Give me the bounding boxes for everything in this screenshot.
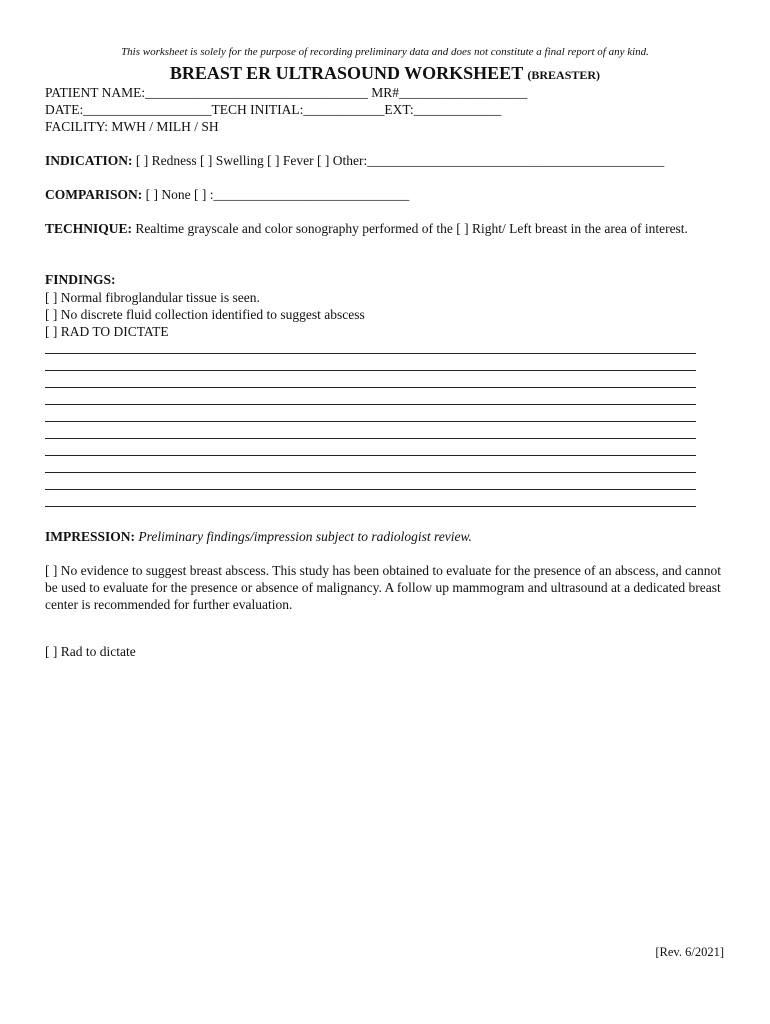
comparison-label: COMPARISON:: [45, 187, 143, 202]
findings-blank-line[interactable]: [45, 472, 696, 473]
impression-option-rad-dictate[interactable]: [ ] Rad to dictate: [45, 644, 136, 659]
date-tech-ext-line[interactable]: DATE:___________________TECH INITIAL:____________EXT:_____________: [45, 102, 502, 117]
disclaimer: This worksheet is solely for the purpose of recording preliminary data and does not constitute a final report of any kind.: [121, 46, 649, 58]
technique-paragraph: [45, 220, 695, 237]
title-text: BREAST ER ULTRASOUND WORKSHEET: [169, 63, 523, 83]
findings-blank-line[interactable]: [45, 353, 696, 354]
findings-blank-line[interactable]: [45, 387, 696, 388]
comparison-line[interactable]: [45, 186, 409, 203]
findings-blank-line[interactable]: [45, 370, 696, 371]
impression-line: [45, 528, 472, 545]
impression-note: Preliminary findings/impression subject to radiologist review.: [135, 529, 472, 544]
technique-label: TECHNIQUE:: [45, 221, 133, 236]
indication-label: INDICATION:: [45, 153, 133, 168]
findings-blank-line[interactable]: [45, 421, 696, 422]
page-title: [0, 63, 770, 84]
findings-blank-line[interactable]: [45, 455, 696, 456]
findings-blank-line[interactable]: [45, 489, 696, 490]
impression-label: IMPRESSION:: [45, 529, 136, 544]
indication-options[interactable]: [ ] Redness [ ] Swelling [ ] Fever [ ] Other:____________________________________________: [132, 153, 665, 168]
finding-option-no-collection[interactable]: [ ] No discrete fluid collection identified to suggest abscess: [45, 307, 365, 322]
technique-text[interactable]: Realtime grayscale and color sonography performed of the [ ] Right/ Left breast in the area of interest.: [132, 221, 688, 236]
facility-line[interactable]: FACILITY: MWH / MILH / SH: [45, 119, 219, 134]
findings-label: FINDINGS:: [45, 272, 116, 287]
findings-blank-line[interactable]: [45, 438, 696, 439]
finding-option-rad-dictate[interactable]: [ ] RAD TO DICTATE: [45, 324, 169, 339]
finding-option-normal[interactable]: [ ] Normal fibroglandular tissue is seen.: [45, 290, 260, 305]
findings-blank-line[interactable]: [45, 506, 696, 507]
revision-date: [Rev. 6/2021]: [655, 945, 724, 959]
indication-line[interactable]: [45, 152, 664, 169]
impression-option-no-abscess[interactable]: [ ] No evidence to suggest breast abscess. This study has been obtained to evaluate for the presence of an abscess, and cannot be used to evaluate for the presence or absence of malignancy. A follow up mammogram and ultrasound at a dedicated breast center is recommended for further evaluation.: [45, 563, 722, 612]
title-code: (BREASTER): [527, 68, 601, 82]
findings-blank-line[interactable]: [45, 404, 696, 405]
patient-name-mr-line[interactable]: PATIENT NAME:_________________________________ MR#___________________: [45, 85, 528, 100]
comparison-options[interactable]: [ ] None [ ] :_____________________________: [142, 187, 410, 202]
